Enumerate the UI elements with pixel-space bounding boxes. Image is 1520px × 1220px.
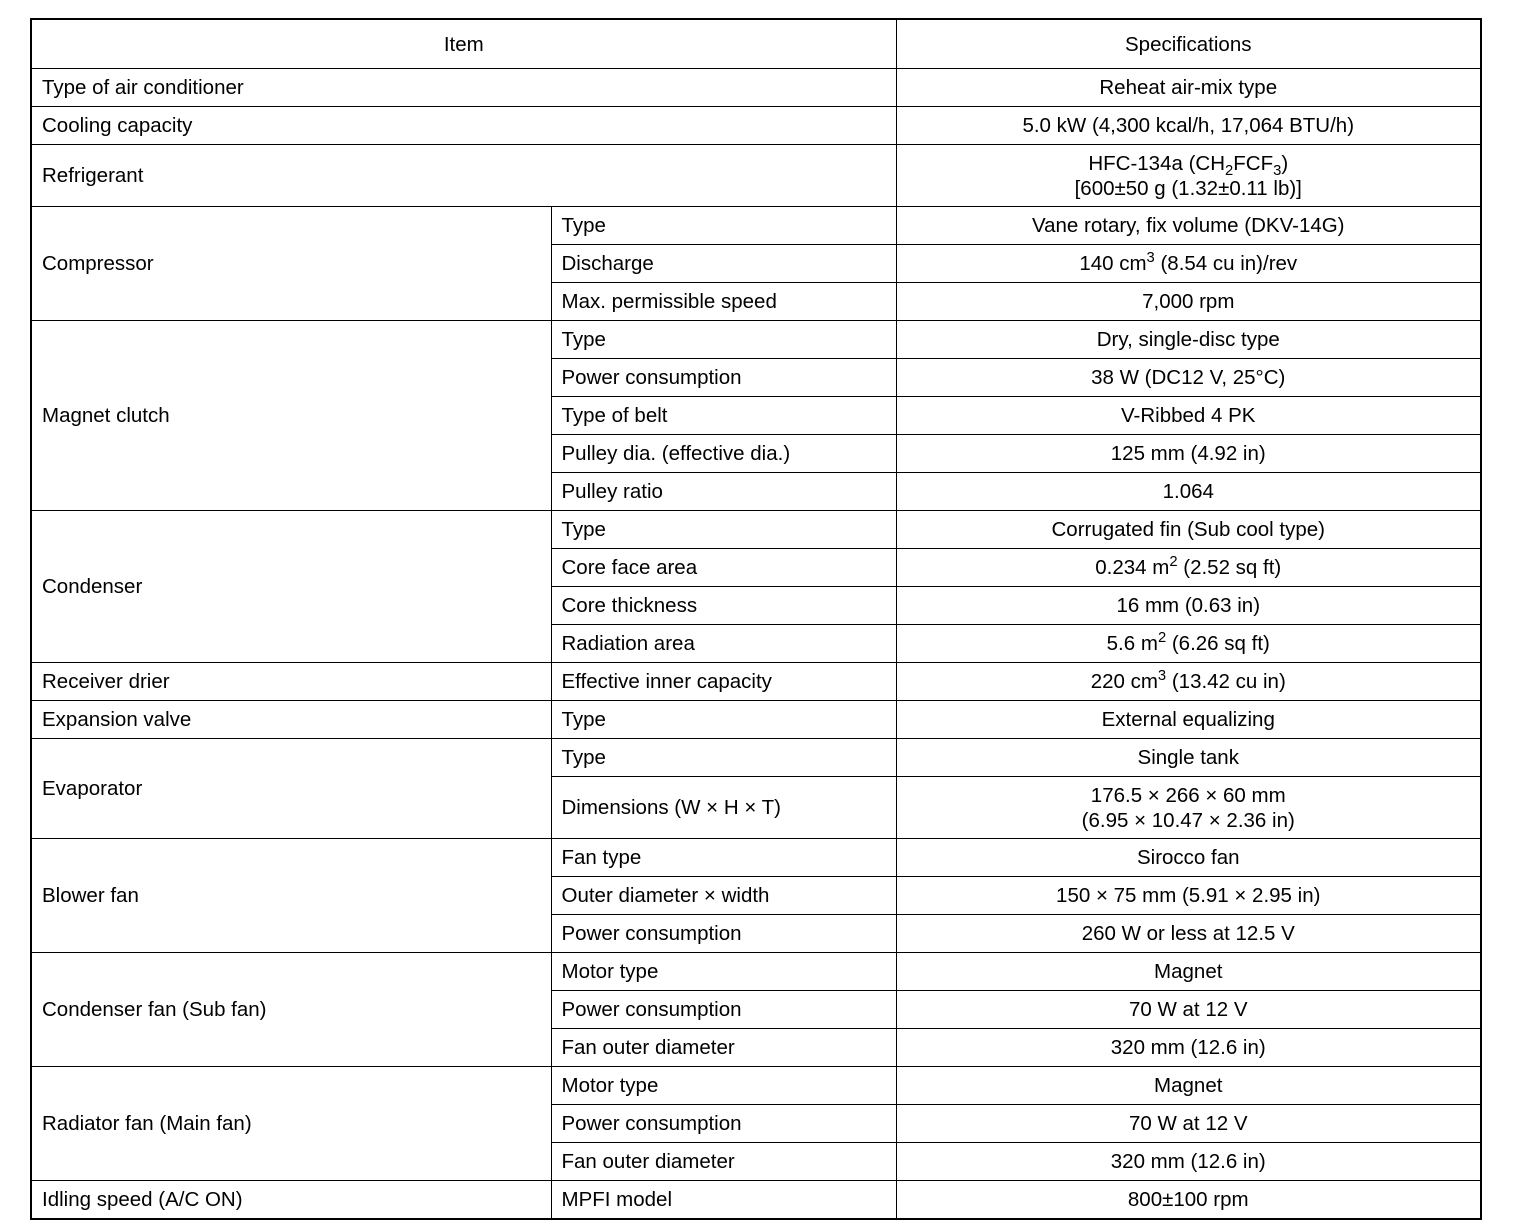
spec-pre: 140 cm (1079, 252, 1147, 275)
row-sub-label: Max. permissible speed (551, 283, 896, 321)
row-spec-value: 70 W at 12 V (896, 1105, 1481, 1143)
row-sub-label: Dimensions (W × H × T) (551, 777, 896, 839)
row-item-label-evaporator: Evaporator (31, 739, 551, 839)
row-spec-value: V-Ribbed 4 PK (896, 397, 1481, 435)
row-sub-label: Fan type (551, 839, 896, 877)
table-row (31, 1181, 1481, 1219)
row-spec-value-inner-capacity (896, 663, 1481, 701)
row-sub-label: Effective inner capacity (551, 663, 896, 701)
spec-sup: 2 (1169, 554, 1178, 571)
row-spec-value: 320 mm (12.6 in) (896, 1143, 1481, 1181)
row-spec-value: Dry, single-disc type (896, 321, 1481, 359)
row-sub-label: MPFI model (551, 1181, 896, 1219)
row-sub-label: Motor type (551, 953, 896, 991)
row-spec-value: External equalizing (896, 701, 1481, 739)
spec-post: (6.26 sq ft) (1166, 632, 1270, 655)
row-sub-label: Pulley ratio (551, 473, 896, 511)
row-spec-value: 16 mm (0.63 in) (896, 587, 1481, 625)
column-header-item: Item (31, 19, 896, 69)
row-sub-label: Power consumption (551, 991, 896, 1029)
spec-sup: 3 (1157, 668, 1167, 685)
spec-pre: 220 cm (1090, 670, 1158, 693)
spec-sup: 2 (1157, 630, 1167, 647)
row-spec-value-discharge (896, 245, 1481, 283)
row-sub-label: Type (551, 207, 896, 245)
table-row (31, 107, 1481, 145)
row-sub-label: Core face area (551, 549, 896, 587)
table-row (31, 839, 1481, 877)
refrigerant-charge: [600±50 g (1.32±0.11 lb)] (1074, 176, 1302, 200)
spec-post: (8.54 cu in)/rev (1154, 252, 1298, 275)
row-sub-label: Type of belt (551, 397, 896, 435)
row-spec-value: 260 W or less at 12.5 V (896, 915, 1481, 953)
table-row (31, 663, 1481, 701)
row-spec-value-dimensions (896, 777, 1481, 839)
spec-pre: 0.234 m (1095, 556, 1170, 579)
row-item-label-radiator-fan: Radiator fan (Main fan) (31, 1067, 551, 1181)
row-sub-label: Pulley dia. (effective dia.) (551, 435, 896, 473)
row-item-label: Refrigerant (31, 145, 896, 207)
row-spec-value: Reheat air-mix type (896, 69, 1481, 107)
row-spec-value: Sirocco fan (896, 839, 1481, 877)
row-item-label-blower-fan: Blower fan (31, 839, 551, 953)
row-spec-value: 5.0 kW (4,300 kcal/h, 17,064 BTU/h) (896, 107, 1481, 145)
row-sub-label: Fan outer diameter (551, 1143, 896, 1181)
row-spec-value: Corrugated fin (Sub cool type) (896, 511, 1481, 549)
row-spec-value: Magnet (896, 1067, 1481, 1105)
row-spec-value-radiation-area (896, 625, 1481, 663)
row-spec-value-refrigerant (896, 145, 1481, 207)
row-spec-value: 7,000 rpm (896, 283, 1481, 321)
row-sub-label: Type (551, 701, 896, 739)
row-spec-value: 38 W (DC12 V, 25°C) (896, 359, 1481, 397)
row-sub-label: Type (551, 321, 896, 359)
row-item-label-condenser: Condenser (31, 511, 551, 663)
row-sub-label: Fan outer diameter (551, 1029, 896, 1067)
table-row (31, 1067, 1481, 1105)
row-item-label-condenser-fan: Condenser fan (Sub fan) (31, 953, 551, 1067)
row-sub-label: Type (551, 739, 896, 777)
row-sub-label: Core thickness (551, 587, 896, 625)
row-item-label-idling-speed: Idling speed (A/C ON) (31, 1181, 551, 1219)
dimensions-imperial: (6.95 × 10.47 × 2.36 in) (1081, 808, 1295, 832)
refrigerant-formula: HFC-134a $(CH_2FCF_3)$ (1088, 151, 1289, 179)
table-row (31, 739, 1481, 777)
row-spec-value: 800±100 rpm (896, 1181, 1481, 1219)
row-spec-value: Vane rotary, fix volume (DKV-14G) (896, 207, 1481, 245)
row-sub-label: Motor type (551, 1067, 896, 1105)
spec-sup: 3 (1146, 250, 1155, 267)
row-spec-value: 150 × 75 mm (5.91 × 2.95 in) (896, 877, 1481, 915)
row-spec-value: 125 mm (4.92 in) (896, 435, 1481, 473)
row-sub-label: Power consumption (551, 359, 896, 397)
row-spec-value: 70 W at 12 V (896, 991, 1481, 1029)
row-spec-value: 320 mm (12.6 in) (896, 1029, 1481, 1067)
row-item-label-compressor: Compressor (31, 207, 551, 321)
specifications-table (30, 18, 1482, 1220)
row-spec-value: Single tank (896, 739, 1481, 777)
row-item-label: Type of air conditioner (31, 69, 896, 107)
spec-post: (2.52 sq ft) (1177, 556, 1282, 579)
row-sub-label: Discharge (551, 245, 896, 283)
spec-pre: 5.6 m (1106, 632, 1158, 655)
row-sub-label: Outer diameter × width (551, 877, 896, 915)
row-item-label: Cooling capacity (31, 107, 896, 145)
row-sub-label: Type (551, 511, 896, 549)
table-row (31, 207, 1481, 245)
table-row (31, 69, 1481, 107)
row-spec-value: Magnet (896, 953, 1481, 991)
row-sub-label: Power consumption (551, 915, 896, 953)
dimensions-metric: 176.5 × 266 × 60 mm (1090, 783, 1286, 807)
row-item-label-receiver-drier: Receiver drier (31, 663, 551, 701)
row-sub-label: Radiation area (551, 625, 896, 663)
table-row (31, 511, 1481, 549)
table-header-row (31, 19, 1481, 69)
table-row (31, 145, 1481, 207)
table-row (31, 321, 1481, 359)
row-spec-value-core-face-area (896, 549, 1481, 587)
spec-post: (13.42 cu in) (1166, 670, 1286, 693)
row-item-label-expansion-valve: Expansion valve (31, 701, 551, 739)
row-sub-label: Power consumption (551, 1105, 896, 1143)
table-row (31, 953, 1481, 991)
table-row (31, 701, 1481, 739)
row-item-label-magnet-clutch: Magnet clutch (31, 321, 551, 511)
row-spec-value: 1.064 (896, 473, 1481, 511)
column-header-specifications: Specifications (896, 19, 1481, 69)
